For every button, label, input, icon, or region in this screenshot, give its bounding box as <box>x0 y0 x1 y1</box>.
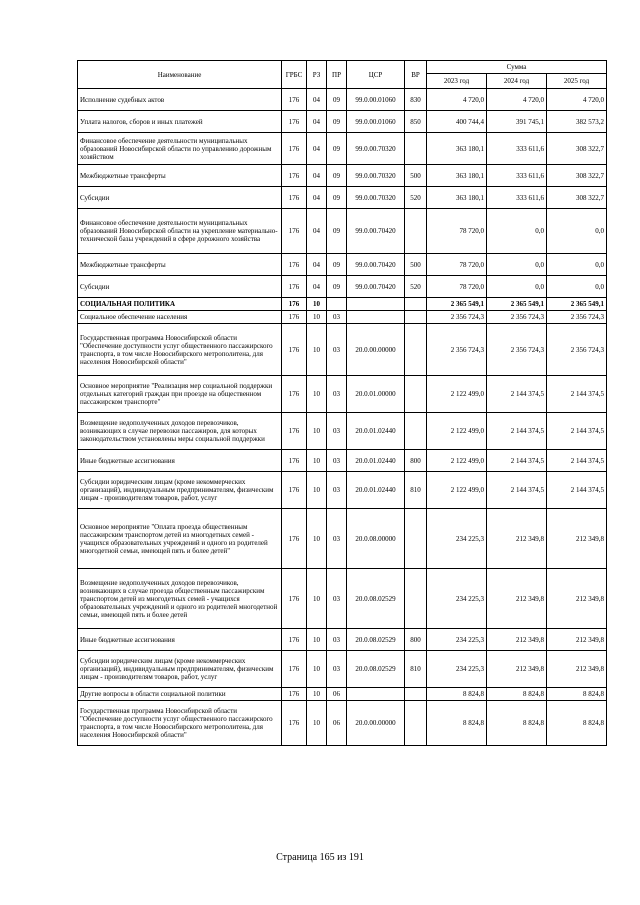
table-row <box>78 298 607 311</box>
cell-csr: 99.0.00.70320 <box>347 165 405 187</box>
cell-y1: 400 744,4 <box>427 111 487 133</box>
cell-grbs: 176 <box>282 187 307 209</box>
cell-grbs: 176 <box>282 688 307 701</box>
cell-rz: 10 <box>307 569 327 629</box>
cell-rz: 10 <box>307 701 327 746</box>
cell-csr: 20.0.01.02440 <box>347 450 405 472</box>
cell-csr: 99.0.00.70320 <box>347 133 405 165</box>
cell-vr <box>405 209 427 254</box>
cell-vr <box>405 324 427 376</box>
cell-y3: 0,0 <box>547 209 607 254</box>
cell-name: Межбюджетные трансферты <box>78 254 282 276</box>
cell-rz: 10 <box>307 688 327 701</box>
cell-grbs: 176 <box>282 569 307 629</box>
cell-y2: 391 745,1 <box>487 111 547 133</box>
cell-rz: 04 <box>307 111 327 133</box>
table-row <box>78 413 607 450</box>
table-row <box>78 311 607 324</box>
cell-vr <box>405 311 427 324</box>
cell-pr: 03 <box>327 629 347 651</box>
cell-pr: 09 <box>327 254 347 276</box>
cell-csr: 20.0.00.00000 <box>347 701 405 746</box>
cell-y3: 382 573,2 <box>547 111 607 133</box>
cell-name: Основное мероприятие "Оплата проезда общественным пассажирским транспортом детей из многодетных семей - учащихся образовательных учреждений и одного из родителей многодетной семьи, имеющей пять и более детей" <box>78 509 282 569</box>
cell-y2: 8 824,8 <box>487 701 547 746</box>
cell-pr: 03 <box>327 311 347 324</box>
cell-y3: 212 349,8 <box>547 569 607 629</box>
cell-y1: 2 122 499,0 <box>427 472 487 509</box>
cell-grbs: 176 <box>282 111 307 133</box>
cell-y2: 333 611,6 <box>487 165 547 187</box>
table-row <box>78 187 607 209</box>
header-year-2024: 2024 год <box>487 74 547 89</box>
cell-rz: 10 <box>307 509 327 569</box>
cell-y1: 363 180,1 <box>427 187 487 209</box>
cell-vr: 810 <box>405 472 427 509</box>
cell-y2: 2 144 374,5 <box>487 472 547 509</box>
cell-rz: 04 <box>307 209 327 254</box>
cell-name: Иные бюджетные ассигнования <box>78 450 282 472</box>
cell-pr: 03 <box>327 413 347 450</box>
cell-y2: 4 720,0 <box>487 89 547 111</box>
cell-pr: 06 <box>327 688 347 701</box>
cell-y2: 2 144 374,5 <box>487 413 547 450</box>
cell-y3: 308 322,7 <box>547 187 607 209</box>
table-row <box>78 569 607 629</box>
cell-pr: 03 <box>327 509 347 569</box>
cell-name: Финансовое обеспечение деятельности муниципальных образований Новосибирской области по управлению дорожным хозяйством <box>78 133 282 165</box>
cell-name: Исполнение судебных актов <box>78 89 282 111</box>
cell-pr: 03 <box>327 472 347 509</box>
cell-y2: 212 349,8 <box>487 569 547 629</box>
cell-y3: 0,0 <box>547 254 607 276</box>
cell-y3: 2 144 374,5 <box>547 450 607 472</box>
header-sum: Сумма <box>427 61 607 74</box>
cell-pr: 03 <box>327 450 347 472</box>
cell-rz: 04 <box>307 187 327 209</box>
cell-grbs: 176 <box>282 701 307 746</box>
cell-rz: 10 <box>307 324 327 376</box>
cell-csr: 99.0.00.70420 <box>347 254 405 276</box>
cell-csr: 20.0.00.00000 <box>347 324 405 376</box>
cell-grbs: 176 <box>282 324 307 376</box>
cell-y3: 2 356 724,3 <box>547 311 607 324</box>
cell-grbs: 176 <box>282 298 307 311</box>
cell-rz: 10 <box>307 376 327 413</box>
cell-vr <box>405 413 427 450</box>
cell-vr: 810 <box>405 651 427 688</box>
cell-grbs: 176 <box>282 376 307 413</box>
table-row <box>78 133 607 165</box>
cell-name: Основное мероприятие "Реализация мер социальной поддержки отдельных категорий граждан при проезде на общественном пассажирском транспорте" <box>78 376 282 413</box>
table-row <box>78 165 607 187</box>
cell-y2: 212 349,8 <box>487 629 547 651</box>
cell-name: СОЦИАЛЬНАЯ ПОЛИТИКА <box>78 298 282 311</box>
cell-pr: 03 <box>327 376 347 413</box>
cell-grbs: 176 <box>282 629 307 651</box>
cell-y1: 363 180,1 <box>427 165 487 187</box>
table-row <box>78 254 607 276</box>
cell-csr: 20.0.01.00000 <box>347 376 405 413</box>
cell-vr <box>405 688 427 701</box>
cell-y2: 0,0 <box>487 276 547 298</box>
cell-csr: 20.0.08.00000 <box>347 509 405 569</box>
table-row <box>78 450 607 472</box>
cell-name: Государственная программа Новосибирской области "Обеспечение доступности услуг общественного пассажирского транспорта, в том числе Новосибирского метрополитена, для населения Новосибирской области" <box>78 701 282 746</box>
table-row <box>78 324 607 376</box>
cell-name: Возмещение недополученных доходов перевозчиков, возникающих в случае перевозки пассажиров, для которых законодательством установлены меры социальной поддержки <box>78 413 282 450</box>
cell-grbs: 176 <box>282 413 307 450</box>
budget-table <box>77 60 607 746</box>
cell-rz: 04 <box>307 89 327 111</box>
page-number: Страница 165 из 191 <box>276 852 364 863</box>
cell-grbs: 176 <box>282 311 307 324</box>
cell-pr: 09 <box>327 165 347 187</box>
header-name: Наименование <box>78 61 282 89</box>
cell-y1: 2 356 724,3 <box>427 324 487 376</box>
cell-y2: 2 144 374,5 <box>487 450 547 472</box>
cell-y2: 8 824,8 <box>487 688 547 701</box>
cell-grbs: 176 <box>282 509 307 569</box>
cell-y1: 2 122 499,0 <box>427 450 487 472</box>
cell-vr <box>405 376 427 413</box>
cell-csr <box>347 298 405 311</box>
cell-rz: 10 <box>307 311 327 324</box>
cell-pr: 09 <box>327 187 347 209</box>
cell-rz: 10 <box>307 298 327 311</box>
cell-y3: 8 824,8 <box>547 688 607 701</box>
cell-y1: 2 356 724,3 <box>427 311 487 324</box>
cell-pr: 03 <box>327 651 347 688</box>
table-row <box>78 651 607 688</box>
cell-y1: 78 720,0 <box>427 209 487 254</box>
cell-grbs: 176 <box>282 133 307 165</box>
cell-pr: 06 <box>327 701 347 746</box>
cell-y3: 0,0 <box>547 276 607 298</box>
cell-vr <box>405 509 427 569</box>
cell-name: Социальное обеспечение населения <box>78 311 282 324</box>
cell-csr: 20.0.08.02529 <box>347 569 405 629</box>
cell-y2: 2 365 549,1 <box>487 298 547 311</box>
cell-csr: 20.0.01.02440 <box>347 413 405 450</box>
cell-name: Субсидии <box>78 187 282 209</box>
cell-y3: 8 824,8 <box>547 701 607 746</box>
cell-csr: 99.0.00.70320 <box>347 187 405 209</box>
header-pr: ПР <box>327 61 347 89</box>
cell-y1: 363 180,1 <box>427 133 487 165</box>
cell-y2: 333 611,6 <box>487 133 547 165</box>
cell-rz: 10 <box>307 450 327 472</box>
cell-pr: 09 <box>327 111 347 133</box>
cell-csr: 99.0.00.70420 <box>347 209 405 254</box>
table-row <box>78 701 607 746</box>
cell-rz: 04 <box>307 165 327 187</box>
cell-vr: 500 <box>405 165 427 187</box>
header-year-2023: 2023 год <box>427 74 487 89</box>
cell-y1: 2 122 499,0 <box>427 413 487 450</box>
cell-name: Другие вопросы в области социальной политики <box>78 688 282 701</box>
cell-pr: 09 <box>327 276 347 298</box>
table-row <box>78 89 607 111</box>
cell-pr: 03 <box>327 569 347 629</box>
table-row <box>78 688 607 701</box>
cell-y1: 8 824,8 <box>427 701 487 746</box>
cell-grbs: 176 <box>282 89 307 111</box>
cell-vr <box>405 569 427 629</box>
cell-csr <box>347 688 405 701</box>
cell-vr: 500 <box>405 254 427 276</box>
header-vr: ВР <box>405 61 427 89</box>
table-row <box>78 629 607 651</box>
cell-y1: 234 225,3 <box>427 569 487 629</box>
cell-pr: 09 <box>327 89 347 111</box>
cell-name: Субсидии юридическим лицам (кроме некоммерческих организаций), индивидуальным предпринимателям, физическим лицам - производителям товаров, работ, услуг <box>78 651 282 688</box>
cell-y2: 2 356 724,3 <box>487 311 547 324</box>
cell-y1: 234 225,3 <box>427 509 487 569</box>
cell-rz: 10 <box>307 413 327 450</box>
cell-pr: 03 <box>327 324 347 376</box>
cell-y2: 2 356 724,3 <box>487 324 547 376</box>
cell-rz: 04 <box>307 133 327 165</box>
cell-y1: 78 720,0 <box>427 254 487 276</box>
cell-grbs: 176 <box>282 450 307 472</box>
cell-y3: 212 349,8 <box>547 509 607 569</box>
cell-vr: 800 <box>405 629 427 651</box>
cell-csr: 99.0.00.01060 <box>347 111 405 133</box>
cell-rz: 04 <box>307 276 327 298</box>
cell-csr <box>347 311 405 324</box>
cell-name: Уплата налогов, сборов и иных платежей <box>78 111 282 133</box>
cell-y3: 308 322,7 <box>547 165 607 187</box>
header-rz: РЗ <box>307 61 327 89</box>
cell-rz: 10 <box>307 472 327 509</box>
cell-y3: 2 365 549,1 <box>547 298 607 311</box>
cell-y2: 0,0 <box>487 209 547 254</box>
cell-rz: 10 <box>307 651 327 688</box>
header-year-2025: 2025 год <box>547 74 607 89</box>
cell-y1: 2 365 549,1 <box>427 298 487 311</box>
cell-y1: 8 824,8 <box>427 688 487 701</box>
cell-pr: 09 <box>327 209 347 254</box>
cell-y1: 2 122 499,0 <box>427 376 487 413</box>
cell-pr <box>327 298 347 311</box>
cell-y3: 2 144 374,5 <box>547 472 607 509</box>
cell-name: Субсидии юридическим лицам (кроме некоммерческих организаций), индивидуальным предпринимателям, физическим лицам - производителям товаров, работ, услуг <box>78 472 282 509</box>
cell-vr: 520 <box>405 276 427 298</box>
table-row <box>78 472 607 509</box>
cell-vr: 830 <box>405 89 427 111</box>
cell-csr: 20.0.08.02529 <box>347 651 405 688</box>
cell-y3: 2 356 724,3 <box>547 324 607 376</box>
header-grbs: ГРБС <box>282 61 307 89</box>
cell-y1: 78 720,0 <box>427 276 487 298</box>
cell-csr: 20.0.08.02529 <box>347 629 405 651</box>
cell-name: Иные бюджетные ассигнования <box>78 629 282 651</box>
cell-y3: 308 322,7 <box>547 133 607 165</box>
cell-vr: 850 <box>405 111 427 133</box>
cell-name: Субсидии <box>78 276 282 298</box>
cell-y2: 212 349,8 <box>487 509 547 569</box>
table-row <box>78 509 607 569</box>
cell-rz: 04 <box>307 254 327 276</box>
cell-csr: 20.0.01.02440 <box>347 472 405 509</box>
cell-y1: 4 720,0 <box>427 89 487 111</box>
cell-y3: 4 720,0 <box>547 89 607 111</box>
table-row <box>78 209 607 254</box>
cell-y3: 2 144 374,5 <box>547 376 607 413</box>
cell-y2: 212 349,8 <box>487 651 547 688</box>
cell-vr <box>405 701 427 746</box>
cell-y2: 2 144 374,5 <box>487 376 547 413</box>
cell-y1: 234 225,3 <box>427 629 487 651</box>
cell-grbs: 176 <box>282 254 307 276</box>
cell-y2: 333 611,6 <box>487 187 547 209</box>
cell-y3: 2 144 374,5 <box>547 413 607 450</box>
cell-grbs: 176 <box>282 209 307 254</box>
cell-y2: 0,0 <box>487 254 547 276</box>
cell-csr: 99.0.00.01060 <box>347 89 405 111</box>
cell-pr: 09 <box>327 133 347 165</box>
cell-grbs: 176 <box>282 472 307 509</box>
cell-y3: 212 349,8 <box>547 651 607 688</box>
cell-name: Государственная программа Новосибирской области "Обеспечение доступности услуг общественного пассажирского транспорта, в том числе Новосибирского метрополитена, для населения Новосибирской области" <box>78 324 282 376</box>
cell-grbs: 176 <box>282 276 307 298</box>
cell-y3: 212 349,8 <box>547 629 607 651</box>
cell-y1: 234 225,3 <box>427 651 487 688</box>
cell-name: Возмещение недополученных доходов перевозчиков, возникающих в случае проезда общественным пассажирским транспортом детей из многодетных семей - учащихся образовательных учреждений и одного из родителей многодетной семьи, имеющей пять и более детей <box>78 569 282 629</box>
table-body <box>78 89 607 746</box>
cell-name: Финансовое обеспечение деятельности муниципальных образований Новосибирской области на укрепление материально-технической базы учреждений в сфере дорожного хозяйства <box>78 209 282 254</box>
cell-name: Межбюджетные трансферты <box>78 165 282 187</box>
table-row <box>78 111 607 133</box>
cell-csr: 99.0.00.70420 <box>347 276 405 298</box>
cell-vr: 800 <box>405 450 427 472</box>
cell-grbs: 176 <box>282 651 307 688</box>
table-row <box>78 376 607 413</box>
cell-vr: 520 <box>405 187 427 209</box>
header-csr: ЦСР <box>347 61 405 89</box>
cell-grbs: 176 <box>282 165 307 187</box>
cell-rz: 10 <box>307 629 327 651</box>
cell-vr <box>405 298 427 311</box>
table-row <box>78 276 607 298</box>
cell-vr <box>405 133 427 165</box>
